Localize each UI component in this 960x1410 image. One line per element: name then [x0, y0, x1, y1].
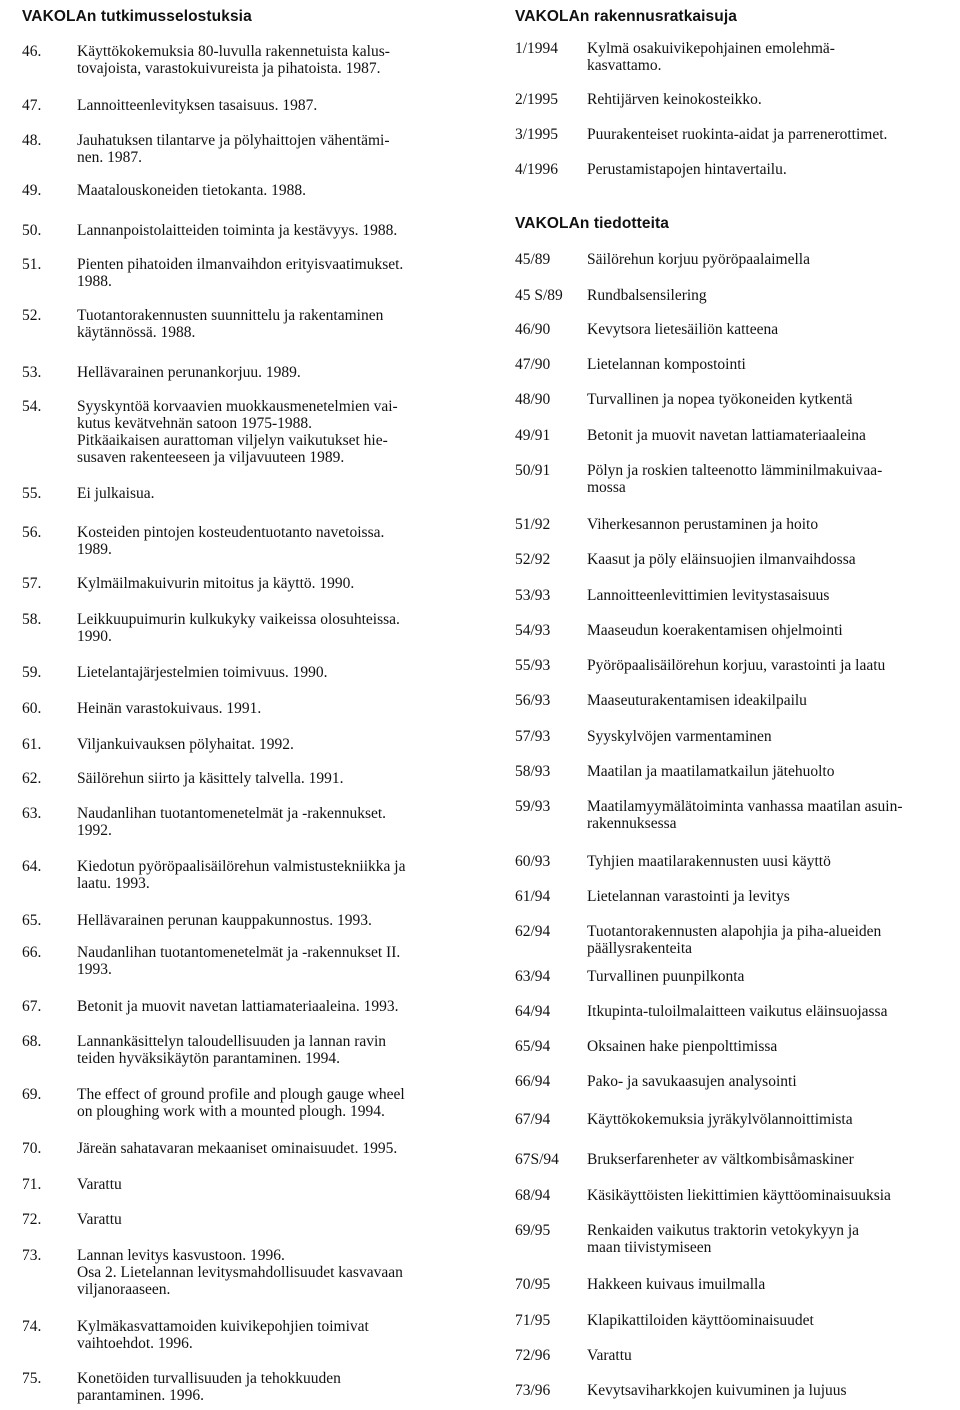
item-number: 49/91	[515, 427, 551, 444]
item-title: Naudanlihan tuotantomenetelmät ja -rakennukset II. 1993.	[77, 944, 401, 978]
item-title: Betonit ja muovit navetan lattiamateriaaleina. 1993.	[77, 998, 399, 1015]
item-title: Tuotantorakennusten suunnittelu ja rakentaminen käytännössä. 1988.	[77, 307, 384, 341]
item-title: Kiedotun pyöröpaalisäilörehun valmistustekniikka ja laatu. 1993.	[77, 858, 406, 892]
item-title: Lannanpoistolaitteiden toiminta ja kestävyys. 1988.	[77, 222, 398, 239]
item-title: Maatilamyymälätoiminta vanhassa maatilan asuin- rakennuksessa	[587, 798, 903, 832]
item-title: Kaasut ja pöly eläinsuojien ilmanvaihdossa	[587, 551, 856, 568]
item-number: 65/94	[515, 1038, 551, 1055]
item-number: 71/95	[515, 1312, 551, 1329]
item-number: 53.	[22, 364, 42, 381]
item-title: Ei julkaisua.	[77, 485, 155, 502]
item-number: 68.	[22, 1033, 42, 1050]
item-title: Käyttökokemuksia jyräkylvölannoittimista	[587, 1111, 853, 1128]
item-title: Varattu	[587, 1347, 632, 1364]
item-number: 62/94	[515, 923, 551, 940]
item-number: 59.	[22, 664, 42, 681]
item-number: 58/93	[515, 763, 551, 780]
item-number: 70.	[22, 1140, 42, 1157]
item-title: Betonit ja muovit navetan lattiamateriaaleina	[587, 427, 866, 444]
item-number: 52/92	[515, 551, 551, 568]
item-number: 70/95	[515, 1276, 551, 1293]
item-number: 51/92	[515, 516, 551, 533]
item-number: 64.	[22, 858, 42, 875]
item-title: Tyhjien maatilarakennusten uusi käyttö	[587, 853, 831, 870]
item-title: Maatilan ja maatilamatkailun jätehuolto	[587, 763, 835, 780]
item-number: 75.	[22, 1370, 42, 1387]
item-title: Lannan levitys kasvustoon. 1996. Osa 2. Lietelannan levitysmahdollisuudet kasvavaan viljanoraaseen.	[77, 1247, 403, 1298]
item-title: Rehtijärven keinokosteikko.	[587, 91, 762, 108]
item-number: 48/90	[515, 391, 551, 408]
item-number: 56/93	[515, 692, 551, 709]
item-number: 60.	[22, 700, 42, 717]
item-number: 52.	[22, 307, 42, 324]
item-number: 46.	[22, 43, 42, 60]
item-title: Säilörehun siirto ja käsittely talvella. 1991.	[77, 770, 344, 787]
item-title: Syyskyntöä korvaavien muokkausmenetelmien vai- kutus kevätvehnän satoon 1975-1988. Pitkäaikaisen aurattoman viljelyn vaikutukset hie- susaven rakenteeseen ja viljavuuteen 1989.	[77, 398, 398, 466]
item-number: 58.	[22, 611, 42, 628]
item-number: 2/1995	[515, 91, 559, 108]
item-title: Lannoitteenlevityksen tasaisuus. 1987.	[77, 97, 318, 114]
rakennusratkaisuja-heading: VAKOLAn rakennusratkaisuja	[515, 8, 737, 25]
item-title: Pienten pihatoiden ilmanvaihdon erityisvaatimukset. 1988.	[77, 256, 404, 290]
item-title: Turvallinen puunpilkonta	[587, 968, 745, 985]
item-title: Kylmäkasvattamoiden kuivikepohjien toimivat vaihtoehdot. 1996.	[77, 1318, 369, 1352]
item-number: 74.	[22, 1318, 42, 1335]
item-number: 61/94	[515, 888, 551, 905]
item-number: 68/94	[515, 1187, 551, 1204]
item-title: Varattu	[77, 1176, 122, 1193]
item-number: 62.	[22, 770, 42, 787]
item-number: 73/96	[515, 1382, 551, 1399]
item-number: 61.	[22, 736, 42, 753]
item-number: 72.	[22, 1211, 42, 1228]
tiedotteita-heading: VAKOLAn tiedotteita	[515, 215, 670, 232]
item-number: 45 S/89	[515, 287, 563, 304]
item-title: Lietelantajärjestelmien toimivuus. 1990.	[77, 664, 328, 681]
item-number: 66.	[22, 944, 42, 961]
item-number: 69/95	[515, 1222, 551, 1239]
item-title: Käyttökokemuksia 80-luvulla rakennetuista kalus- tovajoista, varastokuivureista ja pihatoista. 1987.	[77, 43, 390, 77]
item-title: Perustamistapojen hintavertailu.	[587, 161, 787, 178]
item-title: Kylmä osakuivikepohjainen emolehmä- kasvattamo.	[587, 40, 835, 74]
item-title: Kevytsora lietesäiliön katteena	[587, 321, 779, 338]
item-number: 71.	[22, 1176, 42, 1193]
item-number: 55/93	[515, 657, 551, 674]
item-number: 64/94	[515, 1003, 551, 1020]
item-title: Säilörehun korjuu pyöröpaalaimella	[587, 251, 810, 268]
item-title: Jauhatuksen tilantarve ja pölyhaittojen vähentämi- nen. 1987.	[77, 132, 390, 166]
item-title: Leikkuupuimurin kulkukyky vaikeissa olosuhteissa. 1990.	[77, 611, 400, 645]
item-title: Maaseuturakentamisen ideakilpailu	[587, 692, 807, 709]
item-title: Lannoitteenlevittimien levitystasaisuus	[587, 587, 830, 604]
item-number: 72/96	[515, 1347, 551, 1364]
item-title: Järeän sahatavaran mekaaniset ominaisuudet. 1995.	[77, 1140, 398, 1157]
item-number: 1/1994	[515, 40, 559, 57]
item-number: 63.	[22, 805, 42, 822]
item-number: 51.	[22, 256, 42, 273]
item-number: 48.	[22, 132, 42, 149]
item-title: Pölyn ja roskien talteenotto lämminilmakuivaa- mossa	[587, 462, 883, 496]
item-title: Brukserfarenheter av vältkombisåmaskiner	[587, 1151, 854, 1168]
item-title: Lannankäsittelyn taloudellisuuden ja lannan ravin teiden hyväksikäytön parantaminen. 1994.	[77, 1033, 387, 1067]
item-title: Itkupinta-tuloilmalaitteen vaikutus eläinsuojassa	[587, 1003, 888, 1020]
item-number: 3/1995	[515, 126, 559, 143]
item-title: Naudanlihan tuotantomenetelmät ja -rakennukset. 1992.	[77, 805, 387, 839]
item-number: 67/94	[515, 1111, 551, 1128]
item-number: 67S/94	[515, 1151, 559, 1168]
item-title: Hellävarainen perunankorjuu. 1989.	[77, 364, 301, 381]
item-number: 66/94	[515, 1073, 551, 1090]
item-number: 69.	[22, 1086, 42, 1103]
item-number: 56.	[22, 524, 42, 541]
item-title: Lietelannan kompostointi	[587, 356, 746, 373]
item-title: Kevytsaviharkkojen kuivuminen ja lujuus	[587, 1382, 847, 1399]
item-title: Pyöröpaalisäilörehun korjuu, varastointi ja laatu	[587, 657, 886, 674]
item-number: 46/90	[515, 321, 551, 338]
item-number: 57.	[22, 575, 42, 592]
item-number: 54.	[22, 398, 42, 415]
item-number: 53/93	[515, 587, 551, 604]
item-title: Oksainen hake pienpolttimissa	[587, 1038, 778, 1055]
tutkimusselostuksia-heading: VAKOLAn tutkimusselostuksia	[22, 8, 252, 25]
item-title: Tuotantorakennusten alapohjia ja piha-alueiden päällysrakenteita	[587, 923, 882, 957]
item-title: The effect of ground profile and plough gauge wheel on ploughing work with a mounted plough. 1994.	[77, 1086, 405, 1120]
item-title: Puurakenteiset ruokinta-aidat ja parrenerottimet.	[587, 126, 888, 143]
item-title: Syyskylvöjen varmentaminen	[587, 728, 772, 745]
item-number: 50.	[22, 222, 42, 239]
item-title: Maatalouskoneiden tietokanta. 1988.	[77, 182, 306, 199]
item-number: 49.	[22, 182, 42, 199]
item-title: Heinän varastokuivaus. 1991.	[77, 700, 262, 717]
item-number: 63/94	[515, 968, 551, 985]
item-title: Maaseudun koerakentamisen ohjelmointi	[587, 622, 843, 639]
item-number: 50/91	[515, 462, 551, 479]
item-title: Renkaiden vaikutus traktorin vetokykyyn ja maan tiivistymiseen	[587, 1222, 860, 1256]
item-number: 47.	[22, 97, 42, 114]
item-title: Lietelannan varastointi ja levitys	[587, 888, 790, 905]
item-number: 59/93	[515, 798, 551, 815]
item-number: 67.	[22, 998, 42, 1015]
item-title: Hakkeen kuivaus imuilmalla	[587, 1276, 766, 1293]
item-number: 65.	[22, 912, 42, 929]
item-number: 45/89	[515, 251, 551, 268]
item-title: Klapikattiloiden käyttöominaisuudet	[587, 1312, 814, 1329]
item-title: Kosteiden pintojen kosteudentuotanto navetoissa. 1989.	[77, 524, 385, 558]
item-title: Varattu	[77, 1211, 122, 1228]
item-title: Viherkesannon perustaminen ja hoito	[587, 516, 819, 533]
item-number: 54/93	[515, 622, 551, 639]
item-title: Pako- ja savukaasujen analysointi	[587, 1073, 797, 1090]
item-number: 60/93	[515, 853, 551, 870]
item-number: 57/93	[515, 728, 551, 745]
item-number: 47/90	[515, 356, 551, 373]
item-title: Rundbalsensilering	[587, 287, 707, 304]
item-number: 73.	[22, 1247, 42, 1264]
item-title: Konetöiden turvallisuuden ja tehokkuuden parantaminen. 1996.	[77, 1370, 341, 1404]
item-number: 4/1996	[515, 161, 559, 178]
item-title: Turvallinen ja nopea työkoneiden kytkentä	[587, 391, 853, 408]
item-title: Käsikäyttöisten liekittimien käyttöominaisuuksia	[587, 1187, 891, 1204]
item-number: 55.	[22, 485, 42, 502]
item-title: Kylmäilmakuivurin mitoitus ja käyttö. 1990.	[77, 575, 355, 592]
item-title: Viljankuivauksen pölyhaitat. 1992.	[77, 736, 294, 753]
item-title: Hellävarainen perunan kauppakunnostus. 1993.	[77, 912, 372, 929]
